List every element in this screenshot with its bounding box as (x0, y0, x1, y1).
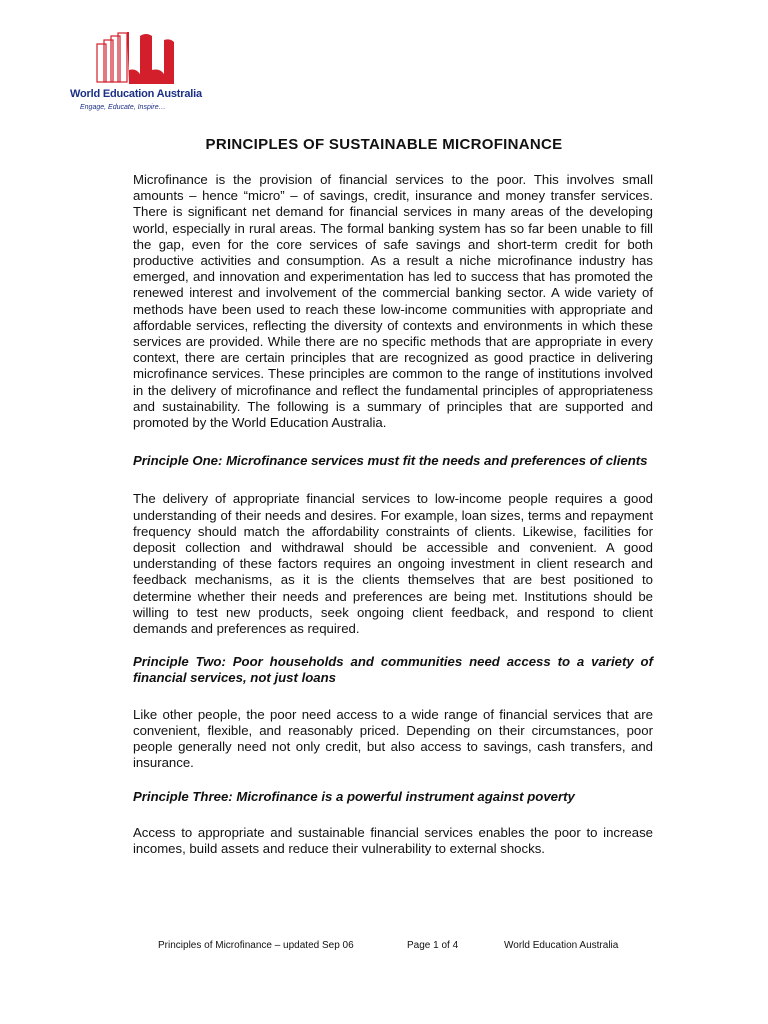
org-name: World Education Australia (70, 88, 202, 100)
footer-page-number: Page 1 of 4 (407, 940, 459, 951)
books-logo-icon (96, 30, 176, 86)
document-title: PRINCIPLES OF SUSTAINABLE MICROFINANCE (205, 136, 563, 153)
principle-two-body: Like other people, the poor need access to a wide range of financial services that are convenient, flexible, and reasonably priced. Depending on their circumstances, poor people generally need not only credit, but also access to savings, cash transfers, and insurance. (133, 706, 653, 771)
footer-doc-title: Principles of Microfinance – updated Sep 06 (158, 940, 354, 951)
page-footer (0, 940, 768, 956)
intro-paragraph: Microfinance is the provision of financial services to the poor. This involves small amounts – hence “micro” – of savings, credit, insurance and money transfer services. There is significant net demand for financial services in many areas of the developing world, especially in rural areas. The formal banking system has so far been unable to fill the gap, even for the core services of safe savings and short-term credit for both productive activities and consumption. As a result a niche microfinance industry has emerged, and innovation and experimentation has led to success that has promoted the renewed interest and involvement of the commercial banking sector. A wide variety of methods have been used to reach these low-income communities with appropriate and affordable services, reflecting the diversity of contexts and environments in which these services are provided. While there are no specific methods that are appropriate in every context, there are certain principles that are recognized as good practice in delivering microfinance services. These principles are common to the range of institutions involved in the delivery of microfinance and reflect the fundamental principles of appropriateness and sustainability. The following is a summary of principles that are supported and promoted by the World Education Australia. (133, 172, 653, 431)
org-logo (70, 30, 220, 120)
principle-three-heading: Principle Three: Microfinance is a powerful instrument against poverty (133, 788, 575, 804)
document-body (133, 172, 653, 857)
principle-three-body: Access to appropriate and sustainable financial services enables the poor to increase incomes, build assets and reduce their vulnerability to external shocks. (133, 824, 653, 856)
footer-org-name: World Education Australia (504, 940, 619, 951)
org-tagline: Engage, Educate, Inspire… (80, 104, 166, 111)
principle-two-heading: Principle Two: Poor households and communities need access to a variety of financial services, not just loans (133, 654, 653, 686)
principle-one-body: The delivery of appropriate financial services to low-income people requires a good understanding of their needs and desires. For example, loan sizes, terms and repayment frequency should match the affordability constraints of clients. Likewise, facilities for deposit collection and withdrawal should be accessible and convenient. A good understanding of these factors requires an ongoing investment in client research and feedback mechanisms, as it is the clients themselves that are best positioned to determine whether their needs and preferences are being met. Institutions should be willing to test new products, seek ongoing client feedback, and respond to client demands and preferences as required. (133, 491, 653, 637)
principle-one-heading: Principle One: Microfinance services must fit the needs and preferences of clients (133, 453, 648, 469)
